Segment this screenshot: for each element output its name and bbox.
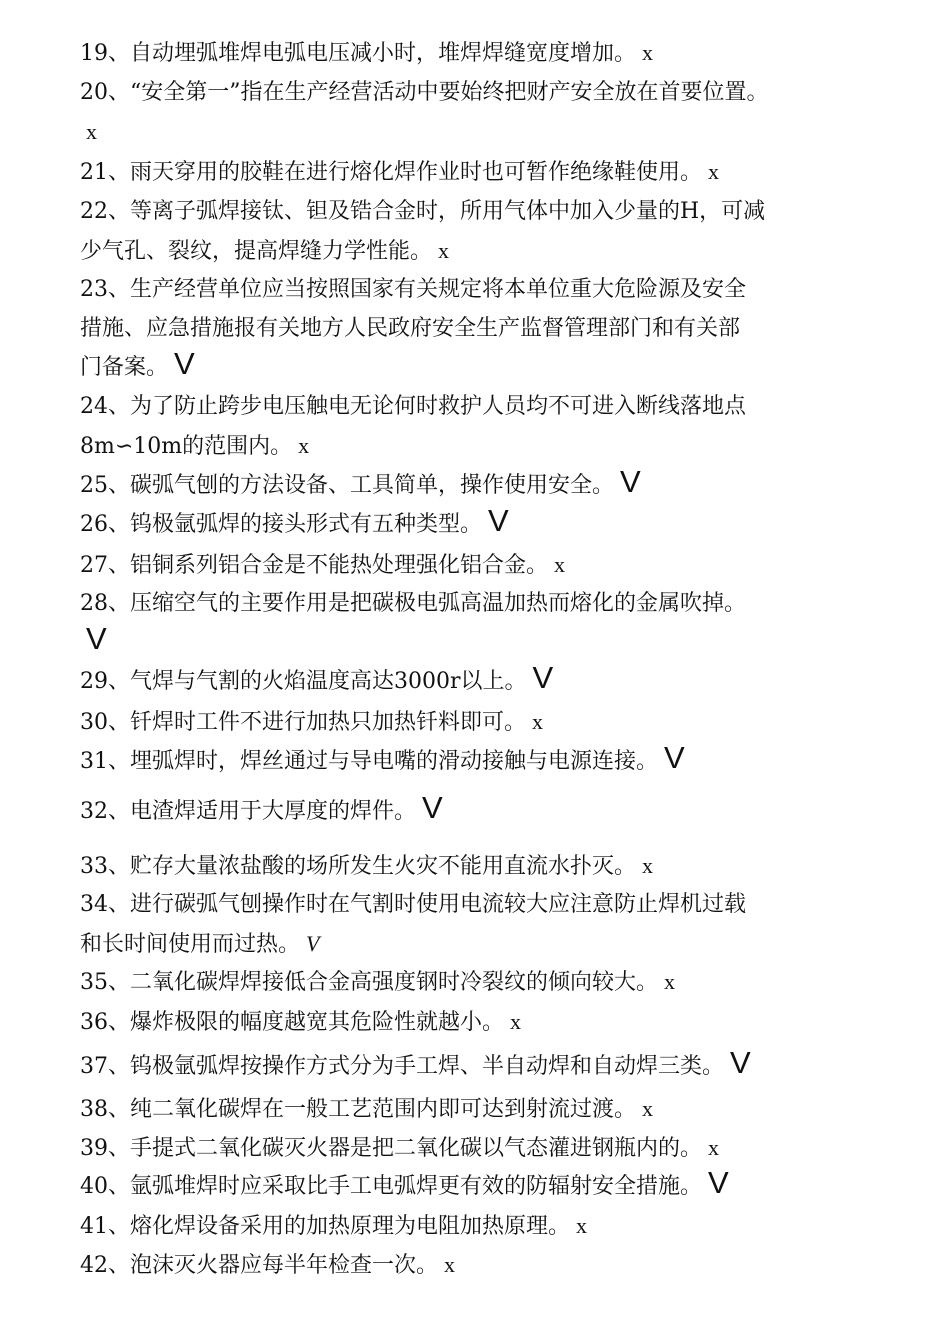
question-text: 措施、应急措施报有关地方人民政府安全生产监督管理部门和有关部: [80, 316, 741, 341]
question-item: [80, 192, 880, 270]
question-item: [80, 584, 880, 662]
question-text: 20、“安全第一”指在生产经营活动中要始终把财产安全放在首要位置。: [80, 80, 769, 105]
answer-false-mark: x: [576, 1213, 587, 1238]
question-line: [80, 309, 880, 348]
answer-true-mark: V: [488, 503, 509, 538]
question-text: 36、爆炸极限的幅度越宽其危险性就越小。: [80, 1010, 504, 1035]
question-text: 26、钨极氩弧焊的接头形式有五种类型。: [80, 512, 482, 537]
question-line: [80, 1206, 880, 1245]
question-line: [80, 73, 880, 112]
answer-true-mark: V: [620, 464, 641, 499]
question-line: [80, 885, 880, 924]
question-line: [80, 623, 880, 662]
question-text: 42、泡沫灭火器应每半年检查一次。: [80, 1253, 438, 1278]
question-line: [80, 33, 880, 72]
question-text: 32、电渣焊适用于大厚度的焊件。: [80, 799, 416, 824]
question-text: 31、埋弧焊时，焊丝通过与导电嘴的滑动接触与电源连接。: [80, 749, 658, 774]
question-line: [80, 742, 880, 781]
question-item: [80, 742, 880, 781]
question-text: 22、等离子弧焊接钛、钽及锆合金时，所用气体中加入少量的H，可减: [80, 199, 766, 224]
answer-true-mark: V: [532, 660, 554, 695]
question-line: [80, 231, 880, 270]
question-item: [80, 962, 880, 1001]
answer-true-mark: V: [708, 1165, 729, 1200]
answer-false-mark: x: [444, 1252, 455, 1277]
question-line: [80, 584, 880, 623]
question-line: [80, 466, 880, 505]
question-text: 37、钨极氩弧焊按操作方式分为手工焊、半自动焊和自动焊三类。: [80, 1054, 724, 1079]
question-item: [80, 1089, 880, 1128]
question-item: [80, 270, 880, 387]
question-line: [80, 702, 880, 741]
question-line: [80, 505, 880, 544]
question-item: [80, 1002, 880, 1041]
question-line: [80, 846, 880, 885]
answer-false-mark: x: [554, 552, 565, 577]
question-item: [80, 73, 880, 151]
answer-false-mark: x: [642, 853, 653, 878]
question-line: [80, 1047, 880, 1086]
question-item: [80, 846, 880, 885]
answer-true-mark: V: [174, 346, 195, 381]
answer-false-mark: x: [642, 40, 653, 65]
question-item: [80, 1206, 880, 1245]
question-text: 24、为了防止跨步电压触电无论何时救护人员均不可进入断线落地点: [80, 394, 746, 419]
question-line: [80, 426, 880, 465]
question-line: [80, 1128, 880, 1167]
question-text: 28、压缩空气的主要作用是把碳极电弧高温加热而熔化的金属吹掉。: [80, 591, 746, 616]
question-text: 和长时间使用而过热。: [80, 932, 301, 957]
question-text: 38、纯二氧化碳焊在一般工艺范围内即可达到射流过渡。: [80, 1097, 636, 1122]
question-line: [80, 662, 880, 701]
question-item: [80, 1128, 880, 1167]
question-line: [80, 152, 880, 191]
question-item: [80, 662, 880, 701]
question-text: 21、雨天穿用的胶鞋在进行熔化焊作业时也可暂作绝缘鞋使用。: [80, 160, 702, 185]
question-line: [80, 112, 880, 151]
question-text: 33、贮存大量浓盐酸的场所发生火灾不能用直流水扑灭。: [80, 854, 636, 879]
question-line: [80, 270, 880, 309]
question-item: [80, 885, 880, 963]
question-text: 23、生产经营单位应当按照国家有关规定将本单位重大危险源及安全: [80, 277, 746, 302]
answer-true-mark: V: [422, 790, 443, 825]
answer-false-mark: x: [438, 238, 450, 263]
question-line: [80, 545, 880, 584]
question-line: [80, 1089, 880, 1128]
question-item: [80, 1167, 880, 1206]
question-text: 41、熔化焊设备采用的加热原理为电阻加热原理。: [80, 1214, 570, 1239]
question-text: 39、手提式二氧化碳灭火器是把二氧化碳以气态灌进钢瓶内的。: [80, 1136, 702, 1161]
question-line: [80, 1002, 880, 1041]
answer-false-mark: x: [532, 709, 543, 734]
question-line: [80, 387, 880, 426]
question-item: [80, 792, 880, 831]
question-item: [80, 466, 880, 505]
question-line: [80, 1167, 880, 1206]
answer-false-mark: x: [664, 969, 675, 994]
question-item: [80, 33, 880, 72]
answer-true-mark: V: [86, 621, 107, 656]
question-line: [80, 962, 880, 1001]
question-line: [80, 924, 880, 963]
answer-false-mark: x: [298, 433, 310, 458]
question-text: 35、二氧化碳焊焊接低合金高强度钢时冷裂纹的倾向较大。: [80, 970, 658, 995]
answer-true-mark: V: [730, 1045, 751, 1080]
question-text: 29、气焊与气割的火焰温度高达3000r以上。: [80, 669, 527, 694]
answer-true-mark: V: [664, 740, 685, 775]
answer-false-mark: x: [510, 1009, 521, 1034]
question-item: [80, 1047, 880, 1086]
answer-true-mark: V: [306, 931, 320, 956]
question-line: [80, 792, 880, 831]
question-item: [80, 545, 880, 584]
answer-false-mark: x: [708, 159, 719, 184]
question-item: [80, 1245, 880, 1284]
question-text: 27、铝铜系列铝合金是不能热处理强化铝合金。: [80, 553, 548, 578]
question-item: [80, 387, 880, 465]
question-line: [80, 1245, 880, 1284]
question-line: [80, 192, 880, 231]
answer-false-mark: x: [642, 1096, 653, 1121]
answer-false-mark: x: [86, 119, 97, 144]
question-text: 40、氩弧堆焊时应采取比手工电弧焊更有效的防辐射安全措施。: [80, 1174, 702, 1199]
question-item: [80, 505, 880, 544]
question-text: 8m∽10m的范围内。: [80, 434, 293, 459]
question-text: 少气孔、裂纹，提高焊缝力学性能。: [80, 239, 433, 264]
question-text: 门备案。: [80, 355, 169, 380]
question-text: 19、自动埋弧堆焊电弧电压减小时，堆焊焊缝宽度增加。: [80, 41, 636, 66]
question-text: 34、进行碳弧气刨操作时在气割时使用电流较大应注意防止焊机过载: [80, 892, 746, 917]
question-line: [80, 348, 880, 387]
question-text: 25、碳弧气刨的方法设备、工具简单，操作使用安全。: [80, 473, 614, 498]
answer-false-mark: x: [708, 1135, 719, 1160]
question-item: [80, 152, 880, 191]
question-text: 30、钎焊时工件不进行加热只加热钎料即可。: [80, 710, 526, 735]
question-item: [80, 702, 880, 741]
